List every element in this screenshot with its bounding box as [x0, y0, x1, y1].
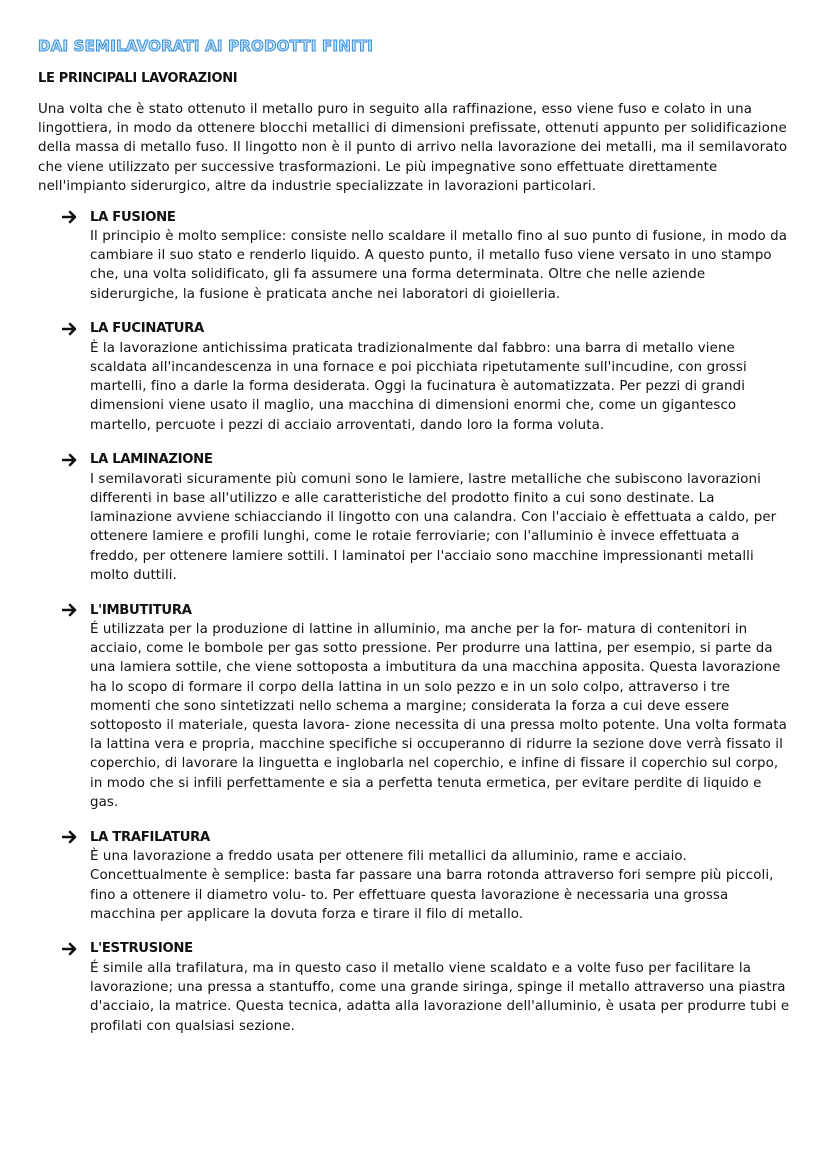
- arrow-right-icon: [62, 941, 78, 957]
- process-section-header: [38, 600, 790, 620]
- process-section-title: LA TRAFILATURA: [90, 829, 210, 845]
- process-section: [38, 939, 790, 1036]
- process-section-body: È la lavorazione antichissima praticata tradizionalmente dal fabbro: una barra di metallo viene scaldata all'incandescenza in una fornace e poi picchiata ripetutamente sull'incudine, con grossi martelli, fino a darle la forma desiderata. Oggi la fucinatura è automatizzata. Per pezzi di grandi dimensioni viene usato il maglio, una macchina di dimensioni enormi che, come un gigantesco martello, percuote i pezzi di acciaio arroventati, dando loro la forma voluta.: [90, 340, 747, 433]
- process-section-title: L'IMBUTITURA: [90, 602, 192, 618]
- process-section-body: É simile alla trafilatura, ma in questo caso il metallo viene scaldato e a volte fuso per facilitare la lavorazione; una pressa a stantuffo, come una grande siringa, spinge il metallo attraverso una piastra d'acciaio, la matrice. Questa tecnica, adatta alla lavorazione dell'alluminio, è usata per produrre tubi e profilati con qualsiasi sezione.: [90, 960, 790, 1034]
- process-section-title: L'ESTRUSIONE: [90, 941, 193, 957]
- process-section-title: LA LAMINAZIONE: [90, 452, 213, 468]
- process-section-header: [38, 207, 790, 227]
- document-page: [38, 36, 790, 1051]
- process-section-body: I semilavorati sicuramente più comuni sono le lamiere, lastre metalliche che subiscono lavorazioni differenti in base all'utilizzo e alle caratteristiche del prodotto finito a cui sono destinate. La laminazione avviene schiacciando il lingotto con una calandra. Con l'acciaio è effettuata a caldo, per ottenere lamiere e profili lunghi, come le rotaie ferroviarie; con l'alluminio è invece effettuata a freddo, per ottenere lamiere sottili. I laminatoi per l'acciaio sono macchine impressionanti metalli molto duttili.: [90, 471, 777, 583]
- process-section: [38, 450, 790, 585]
- process-section-body: É utilizzata per la produzione di lattine in alluminio, ma anche per la for- matura di contenitori in acciaio, come le bombole per gas sotto pressione. Per produrre una lattina, per esempio, si parte da una lamiera sottile, che viene sottoposta a imbutitura da una macchina apposita. Questa lavorazione ha lo scopo di formare il corpo della lattina in un solo pezzo e in un solo colpo, attraverso i tre momenti che sono sintetizzati nello schema a margine; considerata la forza a cui deve essere sottoposto il materiale, questa lavora- zione necessita di una pressa molto potente. Una volta formata la lattina vera e propria, macchine specifiche si occuperanno di ridurre la sezione dove verrà fissato il coperchio, di lavorare la linguetta e inglobarla nel coperchio, e infine di fissare il coperchio sul corpo, in modo che si infili perfettamente e sia a perfetta tenuta ermetica, per evitare perdite di liquido e gas.: [90, 622, 787, 810]
- section-heading: LE PRINCIPALI LAVORAZIONI: [38, 71, 238, 86]
- process-section-title: LA FUCINATURA: [90, 321, 204, 337]
- process-section-header: [38, 319, 790, 339]
- process-section-header: [38, 827, 790, 847]
- process-section: [38, 827, 790, 924]
- process-section-body: È una lavorazione a freddo usata per ottenere fili metallici da alluminio, rame e acciaio. Concettualmente è semplice: basta far passare una barra rotonda attraverso fori sempre più piccoli, fino a ottenere il diametro volu- to. Per effettuare questa lavorazione è necessaria una grossa macchina per applicare la dovuta forza e tirare il filo di metallo.: [90, 849, 774, 922]
- document-title: DAI SEMILAVORATI AI PRODOTTI FINITI: [38, 37, 373, 55]
- process-section: [38, 207, 790, 304]
- process-section-header: [38, 450, 790, 470]
- arrow-right-icon: [62, 321, 78, 337]
- process-section: [38, 319, 790, 435]
- sections-list: [38, 207, 790, 1036]
- arrow-right-icon: [62, 602, 78, 618]
- process-section-title: LA FUSIONE: [90, 209, 176, 225]
- arrow-right-icon: [62, 209, 78, 225]
- process-section-header: [38, 939, 790, 959]
- intro-paragraph: Una volta che è stato ottenuto il metallo puro in seguito alla raffinazione, esso viene fuso e colato in una lingottiera, in modo da ottenere blocchi metallici di dimensioni prefissate, ottenuti appunto per solidificazione della massa di metallo fuso. Il lingotto non è il punto di arrivo nella lavorazione dei metalli, ma il semilavorato che viene utilizzato per successive trasformazioni. Le più impegnative sono effettuate direttamente nell'impianto siderurgico, altre da industrie specializzate in lavorazioni particolari.: [38, 102, 788, 194]
- arrow-right-icon: [62, 452, 78, 468]
- process-section: [38, 600, 790, 812]
- process-section-body: Il principio è molto semplice: consiste nello scaldare il metallo fino al suo punto di fusione, in modo da cambiare il suo stato e renderlo liquido. A questo punto, il metallo fuso viene versato in uno stampo che, una volta solidificato, gli fa assumere una forma determinata. Oltre che nelle aziende siderurgiche, la fusione è praticata anche nei laboratori di gioielleria.: [90, 229, 788, 302]
- arrow-right-icon: [62, 829, 78, 845]
